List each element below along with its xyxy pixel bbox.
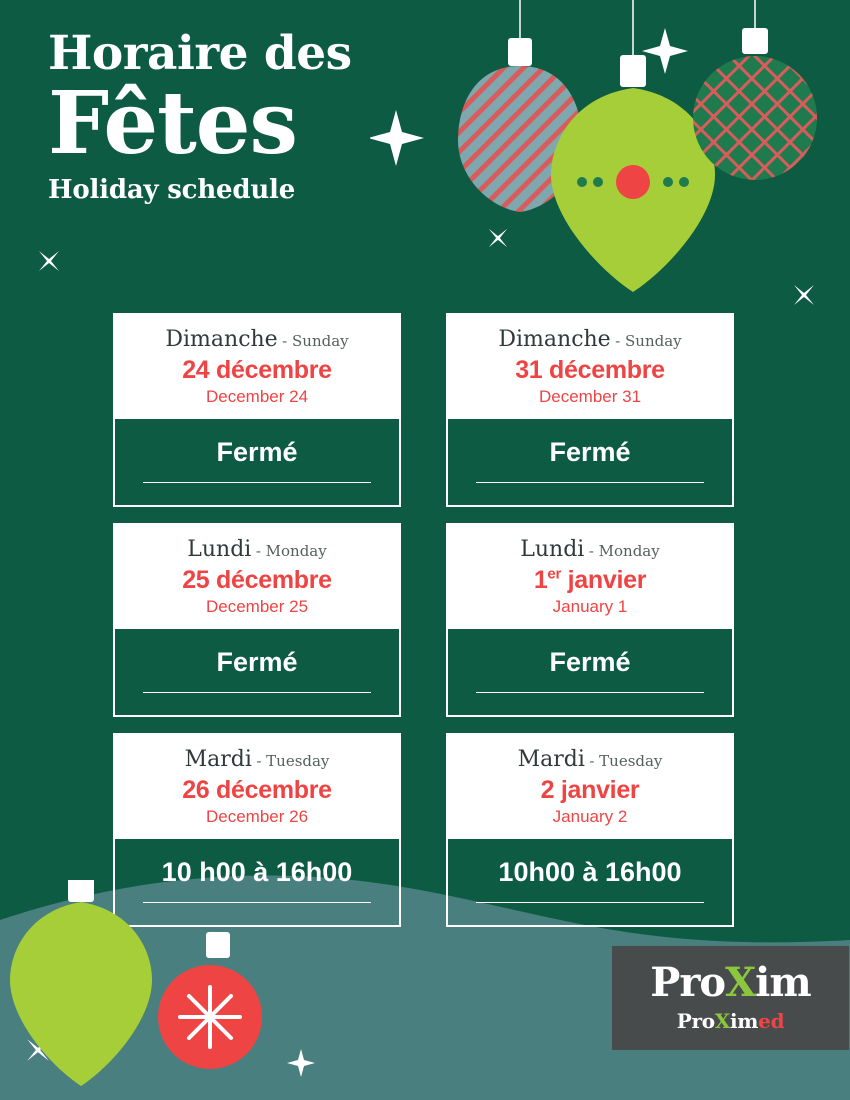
card-date-header bbox=[115, 735, 399, 839]
card-date-header bbox=[115, 525, 399, 629]
green-teardrop-ornament bbox=[551, 55, 715, 292]
card-hours: Fermé bbox=[476, 647, 704, 693]
card-hours-section bbox=[448, 839, 732, 925]
schedule-card bbox=[113, 313, 401, 507]
logo-sub-end: ed bbox=[758, 1009, 785, 1033]
card-day-fr: Mardi bbox=[184, 747, 252, 773]
card-date-header bbox=[448, 525, 732, 629]
card-day-line bbox=[458, 747, 722, 772]
logo-sub-text bbox=[677, 1009, 785, 1033]
card-day-fr: Mardi bbox=[517, 747, 585, 773]
card-row bbox=[113, 523, 737, 717]
bottom-ornaments-group bbox=[0, 880, 330, 1100]
sparkle-x-icon bbox=[791, 282, 817, 313]
card-hours-section bbox=[448, 629, 732, 715]
card-hours: 10 h00 à 16h00 bbox=[143, 857, 371, 903]
logo-main-text bbox=[650, 959, 811, 1006]
card-day-en: - Sunday bbox=[615, 332, 682, 350]
card-date-en: December 25 bbox=[205, 597, 309, 616]
card-day-en: - Monday bbox=[255, 542, 327, 560]
card-day-fr: Lundi bbox=[520, 537, 585, 562]
logo-main-pre: Pro bbox=[650, 959, 726, 1006]
card-day-fr: Dimanche bbox=[165, 327, 278, 352]
logo-sub-mid: im bbox=[729, 1009, 759, 1033]
card-hours: Fermé bbox=[476, 437, 704, 483]
card-date-header bbox=[448, 735, 732, 839]
card-date-en: December 31 bbox=[538, 387, 642, 406]
card-hours: Fermé bbox=[143, 437, 371, 483]
schedule-card bbox=[446, 733, 734, 927]
card-day-line bbox=[125, 747, 389, 772]
green-teardrop-ornament bbox=[10, 880, 152, 1086]
card-hours: Fermé bbox=[143, 647, 371, 693]
proxim-logo bbox=[612, 946, 849, 1050]
card-date-fr: 24 décembre bbox=[182, 356, 332, 384]
schedule-card bbox=[446, 523, 734, 717]
subtitle: Holiday schedule bbox=[48, 175, 296, 206]
card-day-line bbox=[125, 537, 389, 562]
schedule-card bbox=[446, 313, 734, 507]
card-date-header bbox=[115, 315, 399, 419]
card-date-en: December 24 bbox=[205, 387, 309, 406]
card-date-fr: 25 décembre bbox=[182, 566, 332, 594]
card-date-fr: 2 janvier bbox=[540, 776, 640, 805]
card-date-fr bbox=[458, 566, 722, 595]
card-day-en: - Tuesday bbox=[589, 752, 663, 771]
title-line-2: Fêtes bbox=[48, 73, 297, 174]
card-hours-section bbox=[115, 419, 399, 505]
sparkle-x-icon bbox=[36, 248, 62, 279]
sparkle-x-icon bbox=[486, 226, 510, 255]
card-date-en: January 1 bbox=[552, 597, 628, 617]
card-day-line bbox=[458, 537, 722, 562]
top-ornaments-group bbox=[370, 0, 850, 320]
card-date-fr: 26 décembre bbox=[182, 776, 332, 805]
card-date-fr-text: 1er janvier bbox=[533, 566, 647, 595]
card-hours-section bbox=[448, 419, 732, 505]
red-ball-ornament bbox=[158, 932, 262, 1069]
schedule-card bbox=[113, 523, 401, 717]
card-day-fr: Dimanche bbox=[498, 327, 611, 352]
card-day-en: - Sunday bbox=[282, 332, 349, 350]
card-hours: 10h00 à 16h00 bbox=[476, 857, 704, 903]
card-day-fr: Lundi bbox=[187, 537, 252, 562]
card-date-en: December 26 bbox=[205, 807, 309, 827]
card-row bbox=[113, 313, 737, 507]
card-day-line bbox=[125, 327, 389, 352]
card-date-en: January 2 bbox=[552, 807, 628, 827]
card-hours-section bbox=[115, 629, 399, 715]
logo-main-post: im bbox=[755, 959, 811, 1006]
green-lattice-ball-ornament bbox=[693, 28, 817, 180]
title-line-1: Horaire des bbox=[48, 26, 352, 81]
card-date-header bbox=[448, 315, 732, 419]
schedule-card-grid bbox=[113, 313, 737, 943]
logo-main-x: X bbox=[725, 959, 756, 1006]
card-day-line bbox=[458, 327, 722, 352]
card-day-en: - Monday bbox=[588, 542, 660, 560]
logo-sub-pre: Pro bbox=[676, 1009, 715, 1033]
card-day-en: - Tuesday bbox=[256, 752, 330, 771]
logo-sub-x: X bbox=[714, 1009, 730, 1033]
card-date-fr: 31 décembre bbox=[515, 356, 665, 384]
